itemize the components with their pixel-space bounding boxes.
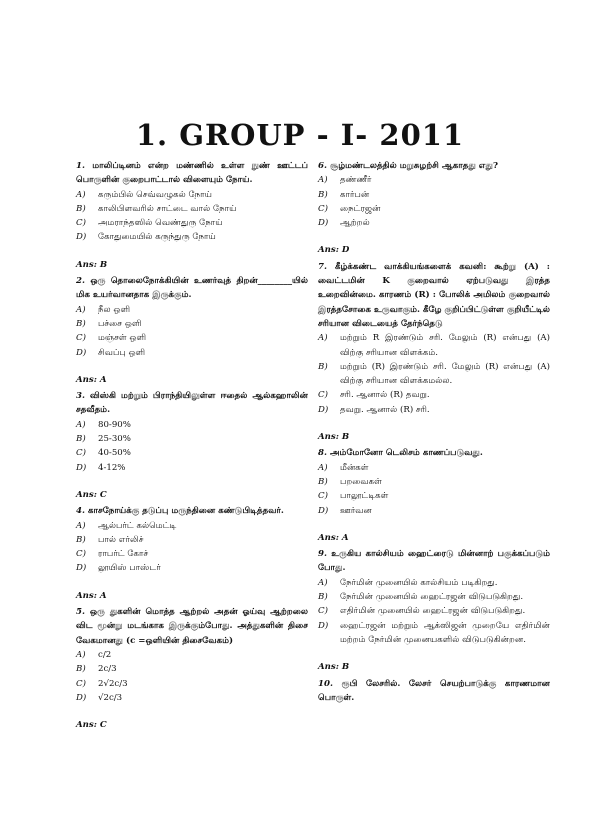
answer-option bbox=[76, 346, 308, 360]
option-text: 80-90% bbox=[98, 419, 131, 430]
answer-option bbox=[76, 303, 308, 317]
answer-key: Ans: B bbox=[318, 662, 350, 673]
question-body: உருகிய கால்சியம் ஹைட்ரைடு மின்னாற் பகுக்கப்படும் போது. bbox=[318, 549, 550, 574]
question-text bbox=[76, 605, 308, 648]
answer-key: Ans: C bbox=[76, 489, 107, 500]
question-number: 5. bbox=[76, 607, 85, 618]
option-text: கார்பன் bbox=[340, 189, 370, 200]
question-block bbox=[318, 677, 550, 706]
option-letter: C) bbox=[76, 549, 86, 560]
question-text bbox=[318, 446, 550, 460]
option-letter: B) bbox=[318, 189, 328, 200]
question-body: அம்மோனோ டெலிசம் காணப்படுவது. bbox=[329, 448, 483, 459]
answer-key: Ans: A bbox=[76, 374, 107, 385]
option-letter: B) bbox=[318, 592, 328, 603]
question-text bbox=[76, 159, 308, 188]
option-letter: B) bbox=[318, 476, 328, 487]
option-letter: C) bbox=[318, 606, 328, 617]
option-text: லூயிஸ் பாஸ்டர் bbox=[98, 563, 161, 574]
answer-option bbox=[76, 677, 308, 691]
option-text: பறவைகள் bbox=[340, 476, 382, 487]
option-letter: B) bbox=[76, 534, 86, 545]
option-letter: D) bbox=[318, 505, 329, 516]
option-text: மஞ்சள் ஒளி bbox=[98, 333, 147, 344]
question-text bbox=[76, 274, 308, 303]
answer-option bbox=[76, 561, 308, 575]
option-text: பச்சை ஒளி bbox=[98, 318, 142, 329]
option-letter: C) bbox=[76, 448, 86, 459]
answer-option bbox=[318, 202, 550, 216]
answer-option bbox=[76, 188, 308, 202]
answer-key: Ans: A bbox=[76, 590, 107, 601]
option-letter: D) bbox=[76, 347, 87, 358]
question-body: மாலிப்டினம் என்ற மண்ணில் உள்ள நுண் ஊட்டப் பொருளின் குறைபாட்டால் விளையும் நோய். bbox=[76, 161, 308, 186]
answer-option bbox=[76, 331, 308, 345]
question-block bbox=[76, 605, 308, 732]
answer-key: Ans: B bbox=[76, 259, 108, 270]
option-letter: B) bbox=[76, 664, 86, 675]
option-text: ஊர்வன bbox=[340, 505, 372, 516]
question-block bbox=[318, 260, 550, 445]
option-text: 40-50% bbox=[98, 448, 131, 459]
answer-option bbox=[318, 331, 550, 360]
option-text: காலிபிளவரில் சாட்டை வால் நோய் bbox=[98, 203, 237, 214]
answer-option bbox=[318, 403, 550, 417]
answer-option bbox=[76, 648, 308, 662]
option-letter: A) bbox=[318, 175, 328, 186]
answer-option bbox=[76, 202, 308, 216]
question-block bbox=[318, 446, 550, 545]
question-block bbox=[76, 274, 308, 387]
option-letter: A) bbox=[76, 649, 86, 660]
question-number: 3. bbox=[76, 391, 85, 402]
question-block bbox=[76, 504, 308, 603]
option-text: 2√2c/3 bbox=[98, 678, 128, 689]
question-number: 4. bbox=[76, 506, 85, 517]
option-text: தண்ணீர் bbox=[340, 175, 372, 186]
answer-option bbox=[318, 576, 550, 590]
question-body: கீழ்க்கண்ட வாக்கியங்களைக் கவனி: கூற்று (A) : வைட்டமின் K குறைவால் ஏற்படுவது இரத்த உறைவின்மை. காரணம் (R) : போலிக் அமிலம் குறைவால் இரத்தசோகை உருவாகும். கீழே குறிப்பிட்டுள்ள குறியீட்டில் சரியான விடையைத் தேர்ந்தெடு bbox=[318, 261, 550, 329]
option-text: மீன்கள் bbox=[340, 462, 369, 473]
answer-key: Ans: A bbox=[318, 532, 349, 543]
answer-option bbox=[76, 662, 308, 676]
option-text: 25-30% bbox=[98, 434, 131, 445]
option-letter: A) bbox=[76, 189, 86, 200]
answer-option bbox=[76, 519, 308, 533]
answer-option bbox=[318, 173, 550, 187]
answer-option bbox=[76, 446, 308, 460]
question-number: 1. bbox=[76, 161, 85, 171]
option-text: கோதுமையில் கருந்துரு நோய் bbox=[98, 232, 216, 243]
right-column bbox=[318, 159, 550, 705]
option-letter: D) bbox=[76, 232, 87, 243]
question-block bbox=[76, 159, 308, 272]
question-text bbox=[318, 547, 550, 576]
answer-option bbox=[318, 475, 550, 489]
answer-option bbox=[76, 691, 308, 705]
option-text: c/2 bbox=[98, 649, 112, 660]
option-letter: D) bbox=[318, 404, 329, 415]
question-number: 2. bbox=[76, 276, 85, 287]
answer-option bbox=[318, 619, 550, 648]
question-number: 9. bbox=[318, 549, 327, 560]
option-text: ஆற்றல் bbox=[340, 218, 370, 229]
answer-key: Ans: B bbox=[318, 432, 350, 443]
option-text: நேர்மின் முனையில் கால்சியம் படிகிறது. bbox=[340, 577, 498, 588]
question-text bbox=[318, 159, 550, 173]
question-number: 10. bbox=[318, 678, 333, 689]
option-text: 4-12% bbox=[98, 462, 126, 473]
question-body: ரூபி லேசரில். லேசர் செயற்பாடுக்கு காரணமான பொருள். bbox=[318, 678, 550, 703]
answer-key: Ans: D bbox=[318, 245, 350, 256]
option-text: மற்றும் (R) இரண்டும் சரி. மேலும் (R) என்பது (A) விற்கு சரியான விளக்கமல்ல. bbox=[340, 361, 550, 387]
question-body: விஸ்கி மற்றும் பிராந்தியிலுள்ள ஈதைல் ஆல்கஹாலின் சதவீதம். bbox=[76, 391, 308, 416]
option-text: ஹைட்ரஜன் மற்றும் ஆக்ஸிஜன் முறையே எதிர்மின் மற்றம் நேர்மின் முனையகளில் விடுபடுகின்றன. bbox=[340, 620, 550, 645]
option-letter: A) bbox=[318, 577, 328, 588]
option-letter: D) bbox=[76, 462, 87, 473]
option-text: சிவப்பு ஒளி bbox=[98, 347, 146, 358]
page-title: 1. GROUP - I- 2011 bbox=[135, 118, 465, 152]
option-text: 2c/3 bbox=[98, 664, 117, 675]
option-letter: C) bbox=[76, 333, 86, 344]
option-letter: D) bbox=[76, 692, 87, 703]
question-block bbox=[318, 159, 550, 258]
question-body: ஒரு தொலைநோக்கியின் உணர்வுத் திறன்________யில் மிக உயர்வானதாக இருக்கும். bbox=[76, 276, 308, 301]
option-text: அமராந்தஸில் வெண்துரு நோய் bbox=[98, 218, 223, 229]
option-text: மற்றும் R இரண்டும் சரி. மேலும் (R) என்பது (A) விற்கு சரியான விளக்கம். bbox=[340, 333, 550, 358]
option-text: கரும்பில் செவ்வழுகல் நோய் bbox=[98, 189, 212, 200]
answer-option bbox=[318, 188, 550, 202]
question-body: சூழ்மண்டலத்தில் மறுசுழற்சி ஆகாதது எது? bbox=[329, 161, 498, 171]
answer-option bbox=[76, 461, 308, 475]
answer-option bbox=[318, 590, 550, 604]
question-block bbox=[76, 389, 308, 502]
option-letter: A) bbox=[76, 520, 86, 531]
option-letter: C) bbox=[318, 203, 328, 214]
option-letter: B) bbox=[76, 203, 86, 214]
option-text: ராபர்ட் கோச் bbox=[98, 549, 149, 560]
option-letter: A) bbox=[318, 333, 328, 344]
answer-key: Ans: C bbox=[76, 720, 107, 731]
question-number: 6. bbox=[318, 161, 327, 171]
answer-option bbox=[318, 461, 550, 475]
question-number: 7. bbox=[318, 261, 327, 272]
answer-option bbox=[318, 360, 550, 389]
answer-option bbox=[318, 489, 550, 503]
answer-option bbox=[76, 547, 308, 561]
question-text bbox=[76, 389, 308, 418]
question-body: ஒரு துகளின் மொத்த ஆற்றல் அதன் ஓய்வு ஆற்றலை விட மூன்று மடங்காக இருக்கும்போது. அத்துகளின் திசை வேகமானது (c =ஒளியின் திசைவேகம்) bbox=[76, 607, 308, 646]
option-letter: A) bbox=[76, 419, 86, 430]
answer-option bbox=[76, 216, 308, 230]
answer-option bbox=[318, 388, 550, 402]
option-text: நீல ஒளி bbox=[98, 304, 131, 315]
option-text: நைட்ரஜன் bbox=[340, 203, 381, 214]
option-text: பால் எர்லிச் bbox=[98, 534, 144, 545]
answer-option bbox=[76, 432, 308, 446]
option-text: சரி. ஆனால் (R) தவறு. bbox=[340, 390, 430, 401]
option-letter: B) bbox=[76, 434, 86, 445]
option-text: எதிர்மின் முனையில் ஹைட்ரஜன் விடுபடுகிறது. bbox=[340, 606, 526, 617]
left-column bbox=[76, 159, 308, 734]
answer-option bbox=[76, 317, 308, 331]
question-text bbox=[318, 260, 550, 331]
option-text: நேர்மின் முனையில் ஹைட்ரஜன் விடுபடுகிறது. bbox=[340, 592, 524, 603]
question-text bbox=[76, 504, 308, 518]
option-letter: C) bbox=[76, 218, 86, 229]
option-letter: A) bbox=[76, 304, 86, 315]
option-text: √2c/3 bbox=[98, 692, 123, 703]
option-letter: D) bbox=[318, 620, 329, 631]
question-block bbox=[318, 547, 550, 674]
question-text bbox=[318, 677, 550, 706]
option-letter: C) bbox=[318, 390, 328, 401]
option-letter: B) bbox=[318, 361, 328, 372]
option-text: தவறு. ஆனால் (R) சரி. bbox=[340, 404, 430, 415]
question-number: 8. bbox=[318, 448, 327, 459]
answer-option bbox=[76, 533, 308, 547]
answer-option bbox=[76, 418, 308, 432]
option-letter: D) bbox=[318, 218, 329, 229]
option-text: ஆல்பர்ட் கல்மெட்டி bbox=[98, 520, 177, 531]
option-letter: C) bbox=[318, 491, 328, 502]
option-letter: D) bbox=[76, 563, 87, 574]
option-letter: B) bbox=[76, 318, 86, 329]
option-text: பாலூட்டிகள் bbox=[340, 491, 389, 502]
option-letter: A) bbox=[318, 462, 328, 473]
answer-option bbox=[318, 216, 550, 230]
question-body: காசநோய்க்கு தடுப்பு மருந்தினை கண்டுபிடித்தவர். bbox=[87, 506, 284, 517]
answer-option bbox=[318, 604, 550, 618]
answer-option bbox=[318, 504, 550, 518]
answer-option bbox=[76, 230, 308, 244]
option-letter: C) bbox=[76, 678, 86, 689]
